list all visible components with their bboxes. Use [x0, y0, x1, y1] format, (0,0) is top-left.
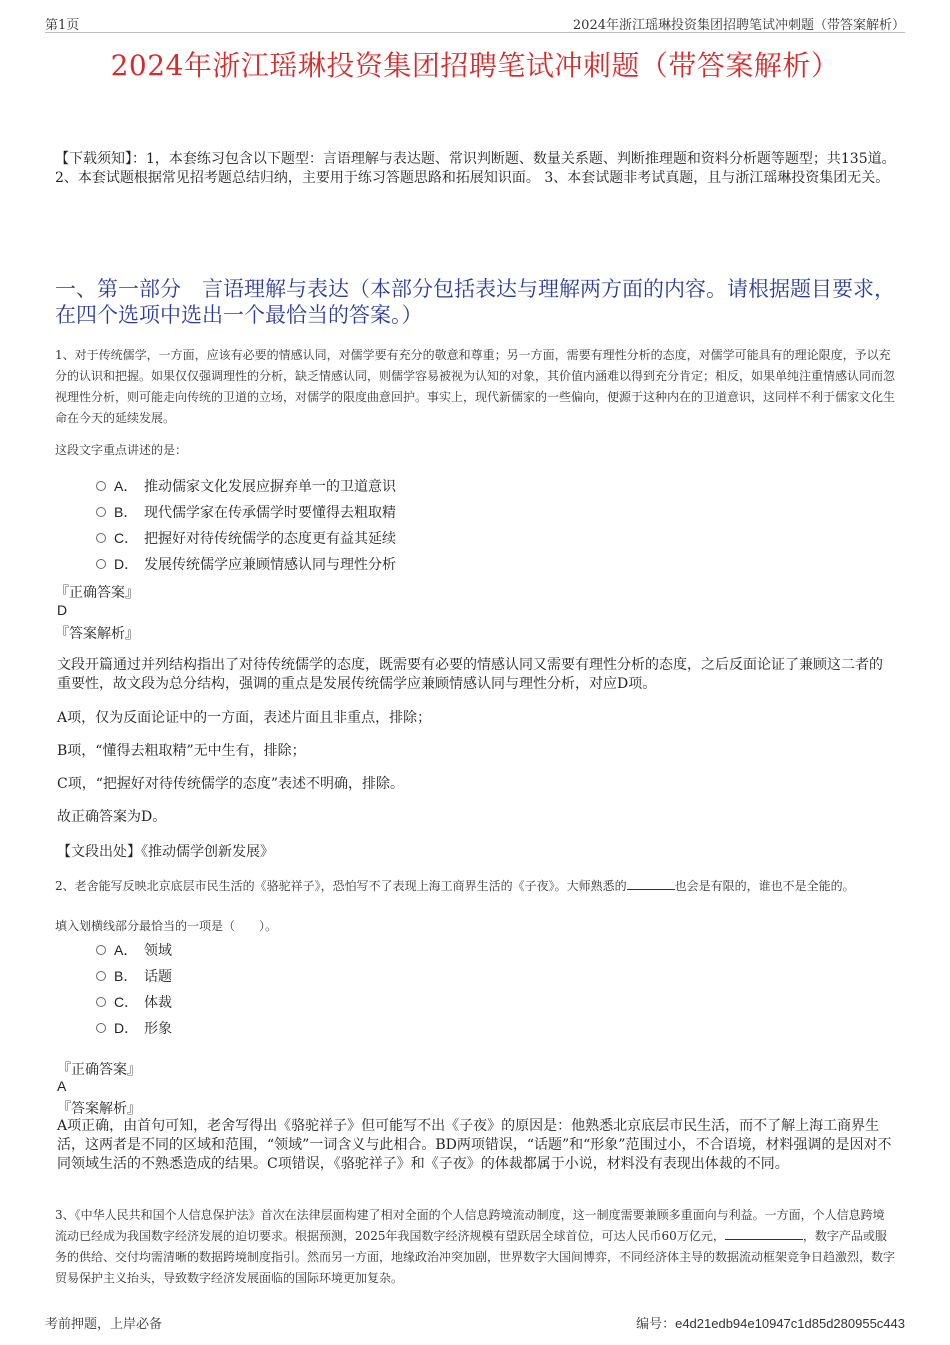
q2-analysis-label: 『答案解析』	[57, 1101, 141, 1117]
radio-icon[interactable]	[96, 481, 106, 491]
q3-stem: 3、《中华人民共和国个人信息保护法》首次在法律层面构建了相对全面的个人信息跨境流动制度，这一制度需要兼顾多重面向与利益。一方面，个人信息跨境流动已经成为我国数字经济发展的迫切要求。根据预测，2025年我国数字经济规模有望跃居全球首位，可达人民币60万亿元， ，数字产品或服务的供给、交付均需清晰的数据跨境制度指引。然而另一方面，地缘政治冲突加剧，世界数字大国间博弈，不同经济体主导的数据流动框架竞争日趋激烈，数字贸易保护主义抬头，导致数字经济发展面临的国际环境更加复杂。	[55, 1208, 896, 1285]
q1-option-a[interactable]: A． 推动儒家文化发展应摒弃单一的卫道意识	[96, 476, 396, 500]
q1-prompt: 这段文字重点讲述的是：	[55, 443, 188, 457]
q1-option-b[interactable]: B． 现代儒学家在传承儒学时要懂得去粗取精	[96, 502, 396, 526]
radio-icon[interactable]	[96, 559, 106, 569]
q2-answer-label: 『正确答案』	[57, 1062, 141, 1078]
q1-analysis-conclusion: 故正确答案为D。	[57, 809, 167, 825]
q1-analysis-label: 『答案解析』	[55, 626, 139, 642]
radio-icon[interactable]	[96, 1023, 106, 1033]
q2-option-d[interactable]: D． 形象	[96, 1018, 172, 1042]
q1-analysis-para: 文段开篇通过并列结构指出了对待传统儒学的态度，既需要有必要的情感认同又需要有理性分析的态度，之后反面论证了兼顾这二者的重要性，故文段为总分结构，强调的重点是发展传统儒学应兼顾情感认同与理性分析，对应D项。	[57, 657, 883, 692]
q1-answer: D	[57, 602, 68, 618]
q1-source: 【文段出处】《推动儒学创新发展》	[57, 844, 274, 860]
section-heading: 一、第一部分 言语理解与表达（本部分包括表达与理解两方面的内容。请根据题目要求，在四个选项中选出一个最恰当的答案。）	[55, 277, 895, 327]
radio-icon[interactable]	[96, 997, 106, 1007]
radio-icon[interactable]	[96, 945, 106, 955]
q2-answer: A	[57, 1078, 67, 1094]
q1-stem: 1、对于传统儒学，一方面，应该有必要的情感认同，对儒学要有充分的敬意和尊重；另一方面，需要有理性分析的态度，对儒学可能具有的理论限度，予以充分的认识和把握。如果仅仅强调理性的分析，缺乏情感认同，则儒学容易被视为认知的对象，其价值内涵难以得到充分肯定；相反，如果单纯注重情感认同而忽视理性分析，则可能走向传统的卫道的立场，对儒学的限度曲意回护。事实上，现代新儒家的一些偏向，便源于这种内在的卫道意识，这同样不利于儒家文化生命在今天的延续发展。	[55, 348, 896, 425]
q2-option-b[interactable]: B． 话题	[96, 966, 172, 990]
header-divider	[45, 32, 905, 33]
fill-blank	[627, 876, 675, 890]
download-notice: 【下载须知】：1，本套练习包含以下题型：言语理解与表达题、常识判断题、数量关系题、判断推理题和资料分析题等题型；共135道。 2、本套试题根据常见招考题总结归纳，主要用于练习答题思路和拓展知识面。 3、本套试题非考试真题，且与浙江瑶琳投资集团无关。	[55, 151, 896, 186]
footer-code: 编号：e4d21edb94e10947c1d85d280955c443	[636, 1316, 905, 1332]
q2-analysis: A项正确，由首句可知，老舍写得出《骆驼祥子》但可能写不出《子夜》的原因是：他熟悉北京底层市民生活，而不了解上海工商界生活，这两者是不同的区域和范围，“领域”一词含义与此相合。BD两项错误，“话题”和“形象”范围过小，不合语境，材料强调的是因对不同领域生活的不熟悉造成的结果。C项错误，《骆驼祥子》和《子夜》的体裁都属于小说，材料没有表现出体裁的不同。	[57, 1118, 892, 1172]
radio-icon[interactable]	[96, 507, 106, 517]
q2-option-c[interactable]: C． 体裁	[96, 992, 172, 1016]
q2-option-a[interactable]: A． 领域	[96, 940, 172, 964]
footer-slogan: 考前押题，上岸必备	[45, 1317, 163, 1332]
q1-answer-label: 『正确答案』	[55, 585, 139, 601]
page-number: 第1页	[45, 18, 80, 33]
q2-stem: 2、老舍能写反映北京底层市民生活的《骆驼祥子》，恐怕写不了表现上海工商界生活的《子夜》。大师熟悉的 也会是有限的，谁也不是全能的。	[55, 876, 895, 897]
q2-prompt: 填入划横线部分最恰当的一项是（ ）。	[55, 919, 278, 933]
q1-option-c[interactable]: C． 把握好对待传统儒学的态度更有益其延续	[96, 528, 396, 552]
header-doc-title: 2024年浙江瑶琳投资集团招聘笔试冲刺题（带答案解析）	[572, 18, 905, 33]
page-title: 2024年浙江瑶琳投资集团招聘笔试冲刺题（带答案解析）	[110, 49, 840, 82]
fill-blank	[725, 1226, 803, 1240]
q1-analysis-b: B项，“懂得去粗取精”无中生有，排除；	[57, 743, 306, 759]
radio-icon[interactable]	[96, 533, 106, 543]
q1-analysis-c: C项，“把握好对待传统儒学的态度”表述不明确，排除。	[57, 776, 405, 792]
q1-option-d[interactable]: D． 发展传统儒学应兼顾情感认同与理性分析	[96, 554, 396, 578]
q1-analysis-a: A项，仅为反面论证中的一方面，表述片面且非重点，排除；	[57, 710, 432, 726]
radio-icon[interactable]	[96, 971, 106, 981]
